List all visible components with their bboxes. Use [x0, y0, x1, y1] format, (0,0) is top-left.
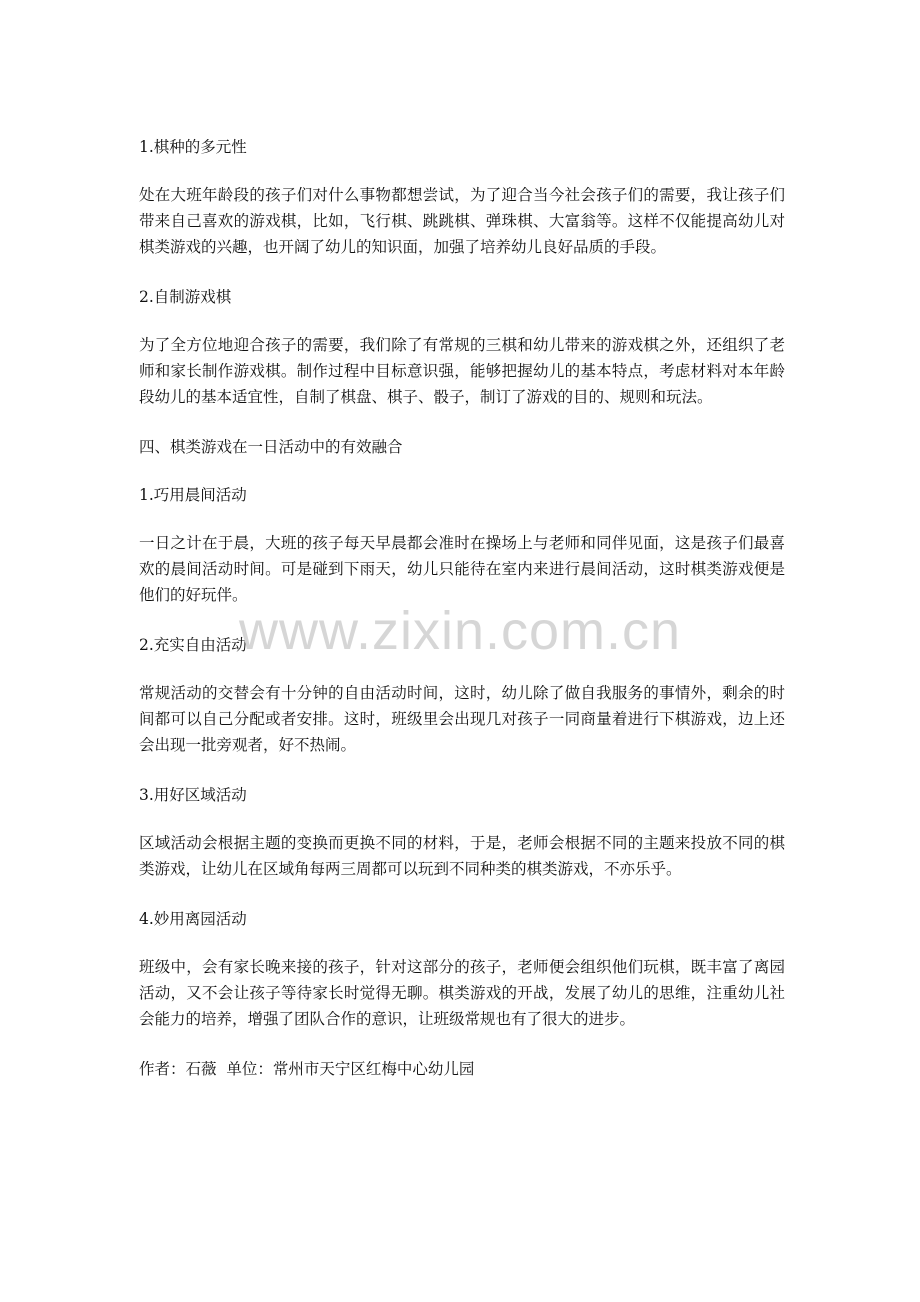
paragraph-area-activity: 区域活动会根据主题的变换而更换不同的材料，于是，老师会根据不同的主题来投放不同的棋类游戏，让幼儿在区域角每两三周都可以玩到不同种类的棋类游戏，不亦乐乎。	[139, 834, 785, 878]
paragraph-chess-variety: 处在大班年龄段的孩子们对什么事物都想尝试，为了迎合当今社会孩子们的需要，我让孩子们带来自己喜欢的游戏棋，比如，飞行棋、跳跳棋、弹珠棋、大富翁等。这样不仅能提高幼儿对棋类游戏的兴趣，也开阔了幼儿的知识面，加强了培养幼儿良好品质的手段。	[139, 186, 785, 256]
section-heading-chess-variety: 1.棋种的多元性	[139, 138, 247, 156]
paragraph-morning-activity: 一日之计在于晨，大班的孩子每天早晨都会准时在操场上与老师和同伴见面，这是孩子们最喜欢的晨间活动时间。可是碰到下雨天，幼儿只能待在室内来进行晨间活动，这时棋类游戏便是他们的好玩伴。	[139, 534, 785, 604]
watermark: www.zixin.com.cn	[238, 601, 682, 661]
paragraph-leaving-activity: 班级中，会有家长晚来接的孩子，针对这部分的孩子，老师便会组织他们玩棋，既丰富了离园活动，又不会让孩子等待家长时觉得无聊。棋类游戏的开战，发展了幼儿的思维，注重幼儿社会能力的培养，增强了团队合作的意识，让班级常规也有了很大的进步。	[139, 958, 785, 1028]
section-heading-morning-activity: 1.巧用晨间活动	[139, 486, 247, 504]
document-body	[139, 134, 785, 1104]
section-heading-homemade-chess: 2.自制游戏棋	[139, 288, 232, 306]
section-heading-free-activity: 2.充实自由活动	[139, 636, 247, 654]
author-line: 作者：石薇 单位：常州市天宁区红梅中心幼儿园	[139, 1060, 475, 1078]
chapter-heading-integration: 四、棋类游戏在一日活动中的有效融合	[139, 438, 403, 456]
paragraph-homemade-chess: 为了全方位地迎合孩子的需要，我们除了有常规的三棋和幼儿带来的游戏棋之外，还组织了老师和家长制作游戏棋。制作过程中目标意识强，能够把握幼儿的基本特点，考虑材料对本年龄段幼儿的基本适宜性，自制了棋盘、棋子、骰子，制订了游戏的目的、规则和玩法。	[139, 336, 785, 406]
paragraph-free-activity: 常规活动的交替会有十分钟的自由活动时间，这时，幼儿除了做自我服务的事情外，剩余的时间都可以自己分配或者安排。这时，班级里会出现几对孩子一同商量着进行下棋游戏，边上还会出现一批旁观者，好不热闹。	[139, 684, 785, 754]
section-heading-area-activity: 3.用好区域活动	[139, 786, 247, 804]
section-heading-leaving-activity: 4.妙用离园活动	[139, 910, 247, 928]
